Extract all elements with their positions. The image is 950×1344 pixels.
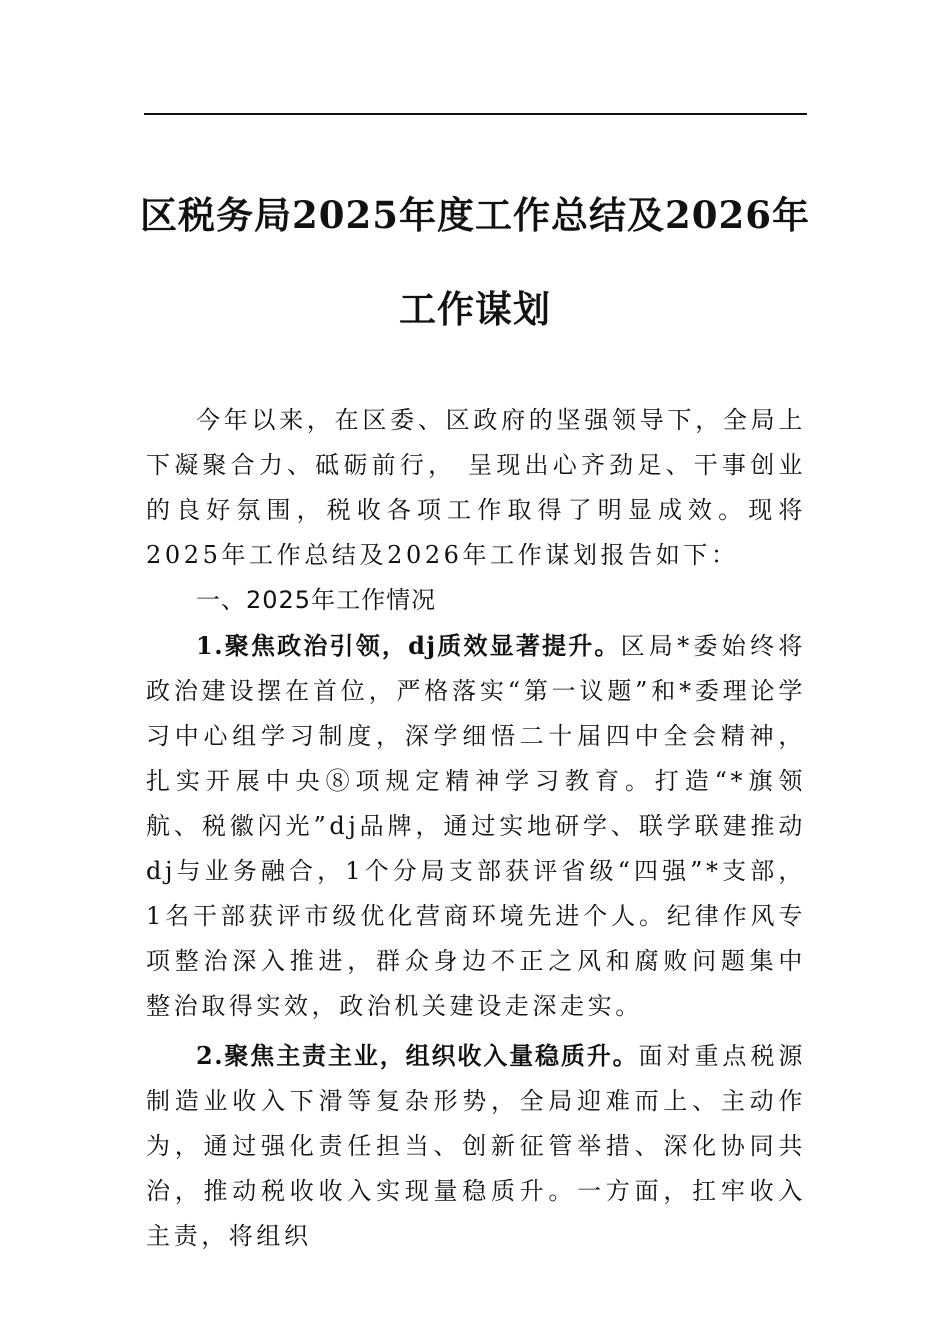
section-heading: 一、2025年工作情况: [196, 586, 437, 614]
item-1-paragraph: [146, 623, 806, 1029]
item-1-body: 区局*委始终将政治建设摆在首位，严格落实“第一议题”和*委理论学习中心组学习制度，深学细悟二十届四中全会精神，扎实开展中央⑧项规定精神学习教育。打造“*旗领航、税徽闪光”dj品牌，通过实地研学、联学联建推动dj与业务融合，1个分局支部获评省级“四强”*支部，1名干部获评市级优化营商环境先进个人。纪律作风专项整治深入推进，群众身边不正之风和腐败问题集中整治取得实效，政治机关建设走深走实。: [146, 632, 806, 1020]
item-2-lead: 2.聚焦主责主业，组织收入量稳质升。: [196, 1041, 639, 1070]
document-title: 区税务局2025年度工作总结及2026年工作谋划: [140, 193, 810, 331]
intro-paragraph: 今年以来，在区委、区政府的坚强领导下，全局上下凝聚合力、砥砺前行， 呈现出心齐劲足、干事创业的良好氛围，税收各项工作取得了明显成效。现将2025年工作总结及2026年工作谋划报告如下：: [146, 406, 806, 569]
item-1-lead: 1.聚焦政治引领，dj质效显著提升。: [196, 631, 621, 660]
document-body: [146, 398, 806, 1259]
header-rule: [144, 113, 807, 115]
item-2-paragraph: [146, 1033, 806, 1259]
item-2-body: 面对重点税源制造业收入下滑等复杂形势，全局迎难而上、主动作为，通过强化责任担当、创新征管举措、深化协同共治，推动税收收入实现量稳质升。一方面，扛牢收入主责，将组织: [146, 1042, 806, 1250]
